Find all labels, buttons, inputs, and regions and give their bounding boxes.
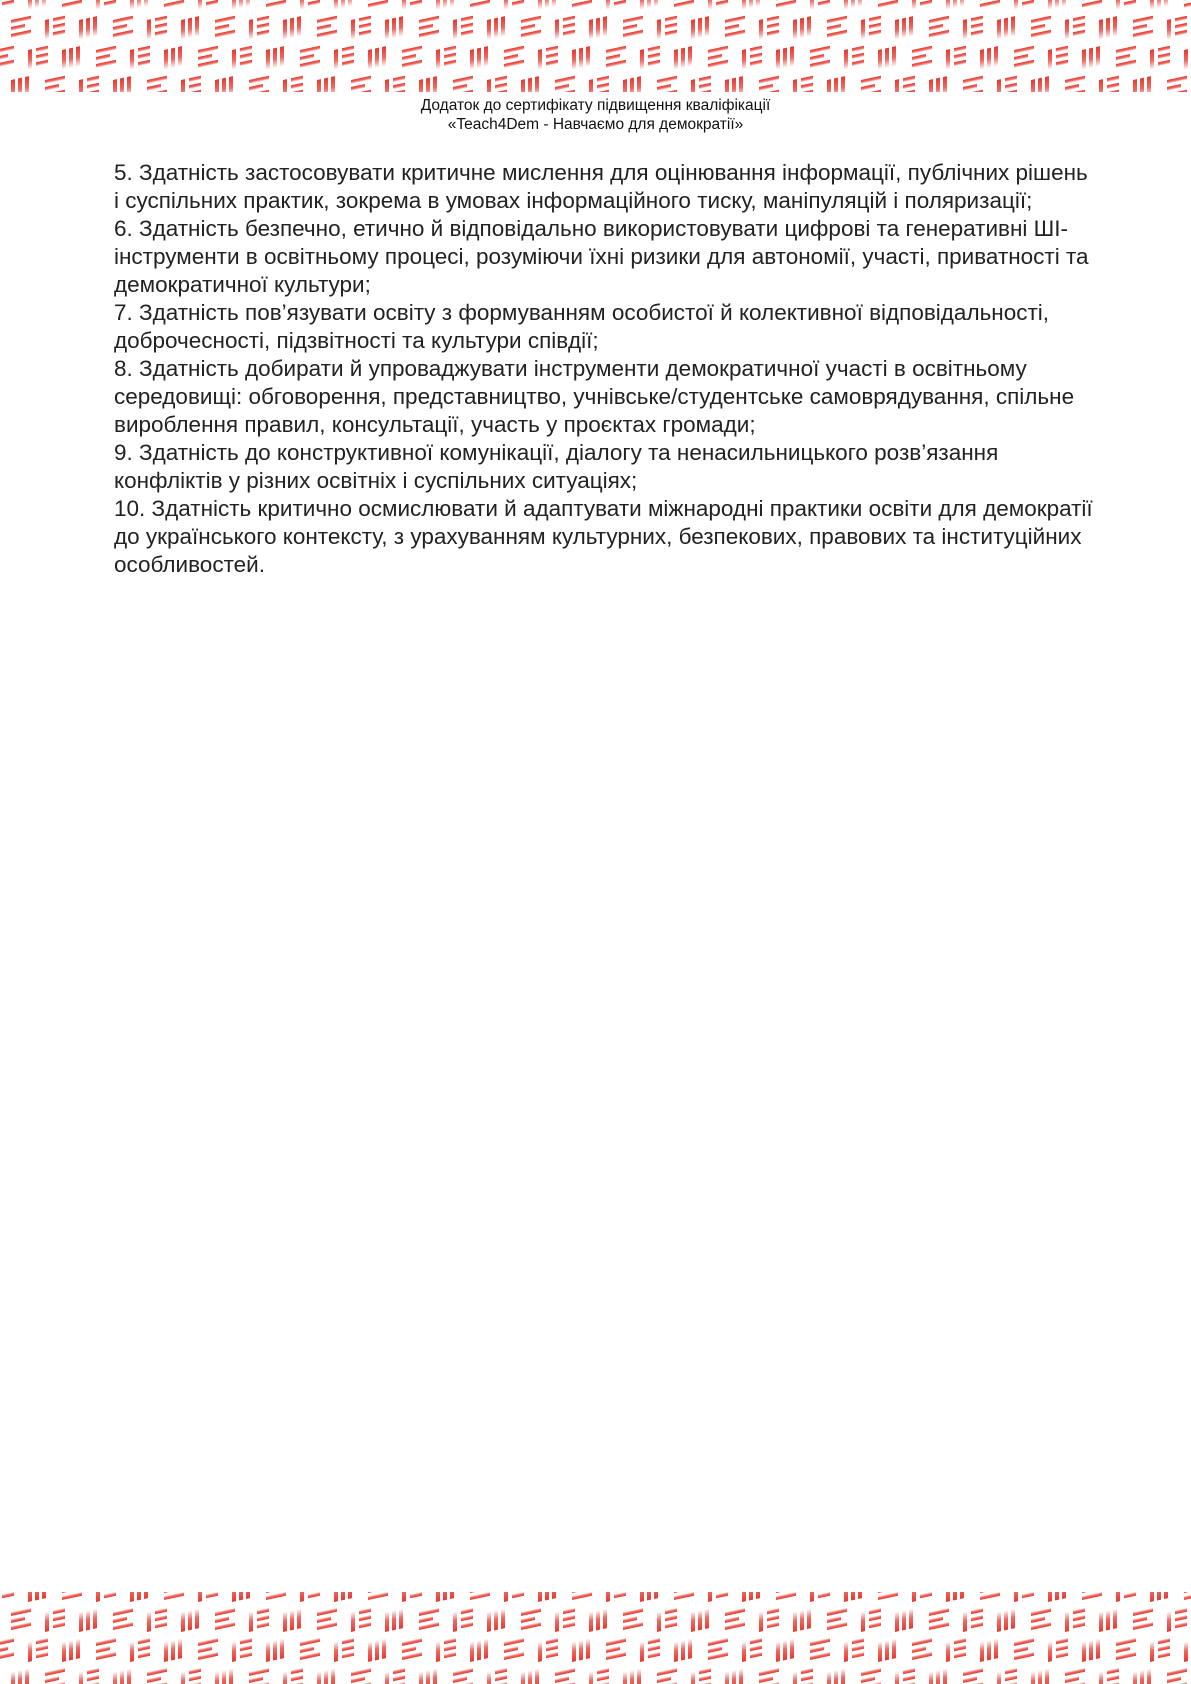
document-header bbox=[0, 96, 1191, 134]
competency-item: 5. Здатність застосовувати критичне мислення для оцінювання інформації, публічних рішень і суспільних практик, зокрема в умовах інформаційного тиску, маніпуляцій і поляризації; bbox=[114, 160, 1088, 213]
competency-item: 6. Здатність безпечно, етично й відповідально використовувати цифрові та генеративні ШІ-інструменти в освітньому процесі, розуміючи їхні ризики для автономії, участі, приватності та демократичної культури; bbox=[114, 216, 1089, 297]
top-decorative-pattern bbox=[0, 0, 1191, 92]
competency-item: 9. Здатність до конструктивної комунікації, діалогу та ненасильницького розв’язання конфліктів у різних освітніх і суспільних ситуаціях; bbox=[114, 440, 999, 493]
competency-item: 8. Здатність добирати й упроваджувати інструменти демократичної участі в освітньому середовищі: обговорення, представництво, учнівське/студентське самоврядування, спільне вироблення правил, консультації, участь у проєктах громади; bbox=[114, 356, 1075, 437]
competency-item: 10. Здатність критично осмислювати й адаптувати міжнародні практики освіти для демократії до українського контексту, з урахуванням культурних, безпекових, правових та інституційних особливостей. bbox=[114, 496, 1093, 577]
bottom-decorative-pattern bbox=[0, 1592, 1191, 1684]
stripe-glyph-pattern-icon bbox=[0, 0, 1191, 92]
stripe-glyph-pattern-icon bbox=[0, 1592, 1191, 1684]
header-line-1: Додаток до сертифікату підвищення кваліфікації bbox=[420, 97, 771, 114]
header-line-2: «Teach4Dem - Навчаємо для демократії» bbox=[447, 116, 744, 133]
competencies-list bbox=[114, 159, 1094, 579]
competency-item: 7. Здатність пов’язувати освіту з формуванням особистої й колективної відповідальності, доброчесності, підзвітності та культури співдії; bbox=[114, 300, 1050, 353]
